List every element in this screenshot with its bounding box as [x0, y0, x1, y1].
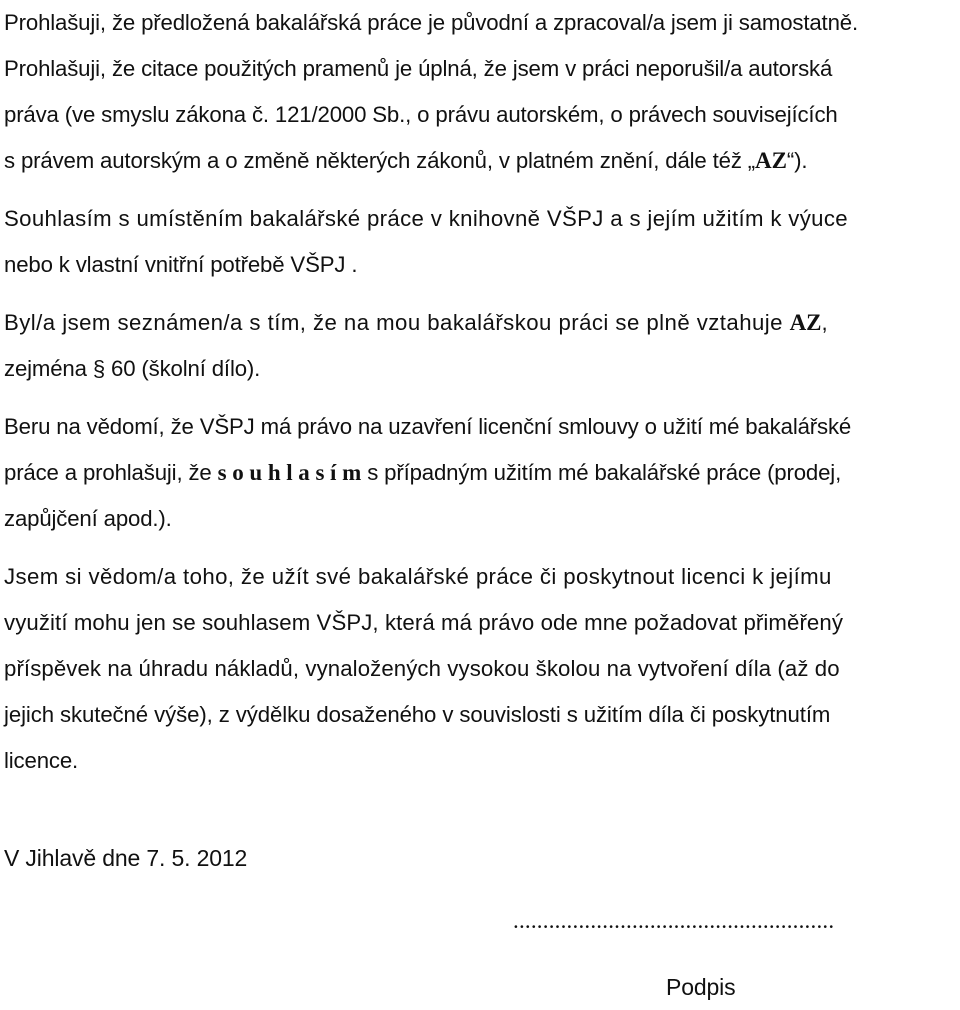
text-segment: s právem autorským a o změně některých zákonů, v platném znění, dále též „: [4, 148, 756, 173]
text-segment: s případným užitím mé bakalářské práce (prodej,: [361, 460, 842, 485]
text-line: Prohlašuji, že citace použitých pramenů je úplná, že jsem v práci neporušil/a autorská: [4, 56, 833, 81]
text-line: Beru na vědomí, že VŠPJ má právo na uzavření licenční smlouvy o užití mé bakalářské: [4, 414, 852, 439]
text-segment: “).: [786, 148, 808, 173]
text-line: [4, 450, 956, 496]
text-line: Prohlašuji, že předložená bakalářská práce je původní a zpracoval/a jsem ji samostatně.: [4, 10, 858, 35]
declaration-document: [4, 0, 956, 784]
text-line: využití mohu jen se souhlasem VŠPJ, která má právo ode mne požadovat přiměřený: [4, 610, 844, 635]
text-line: Souhlasím s umístěním bakalářské práce v knihovně VŠPJ a s jejím užitím k výuce: [4, 206, 848, 231]
text-segment: práva (ve smyslu zákona č. 121/2000 Sb.: [4, 102, 406, 127]
text-line: [4, 300, 956, 346]
text-line: jejich skutečné výše), z výdělku dosaženého v souvislosti s užitím díla či poskytnutím: [4, 702, 831, 727]
text-segment: Byl/a jsem seznámen/a s tím, že na mou bakalářskou práci se plně vztahuje: [4, 310, 790, 335]
signature-line: ......................................................: [513, 908, 835, 933]
paragraph-copyright-act: [4, 300, 956, 392]
text-line: zejména § 60 (školní dílo).: [4, 356, 261, 381]
paragraph-usage-terms: [4, 554, 956, 784]
text-line: nebo k vlastní vnitřní potřebě VŠPJ .: [4, 252, 358, 277]
text-line: příspěvek na úhradu nákladů, vynaložených vysokou školou na vytvoření díla (až do: [4, 656, 840, 681]
text-segment: práce a prohlašuji, že: [4, 460, 218, 485]
consent-word: s o u h l a s í m: [217, 460, 362, 485]
paragraph-library-consent: [4, 196, 956, 288]
text-line: zapůjčení apod.).: [4, 506, 172, 531]
text-line: [4, 92, 956, 138]
paragraph-license: [4, 404, 956, 542]
az-abbreviation: AZ: [789, 310, 822, 335]
place-and-date: V Jihlavě dne 7. 5. 2012: [4, 845, 248, 871]
text-line: licence.: [4, 748, 79, 773]
az-abbreviation: AZ: [755, 148, 787, 173]
text-line: [4, 138, 956, 184]
signature-label: Podpis: [666, 974, 736, 1000]
text-segment: ,: [821, 310, 828, 335]
paragraph-originality: [4, 0, 956, 184]
text-segment: , o právu autorském, o právech souvisejících: [405, 102, 838, 127]
text-line: Jsem si vědom/a toho, že užít své bakalářské práce či poskytnout licenci k jejímu: [4, 564, 832, 589]
